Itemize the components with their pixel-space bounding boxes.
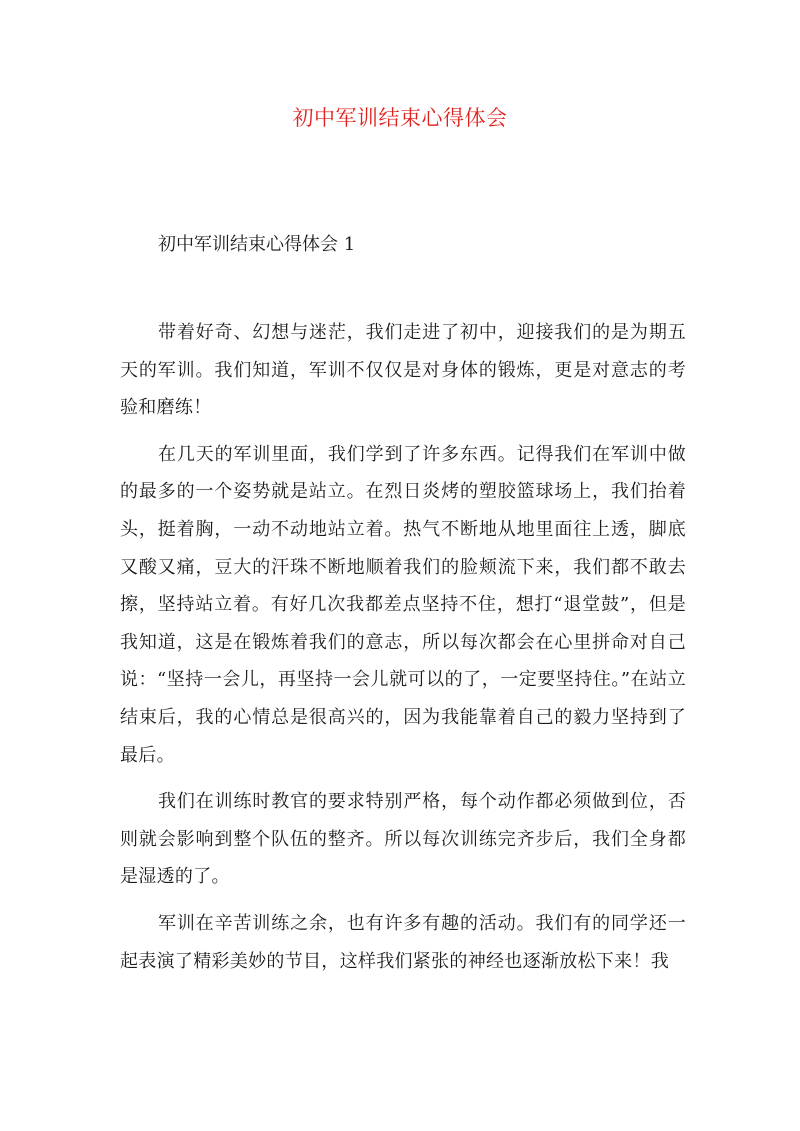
- paragraph-3: 我们在训练时教官的要求特别严格，每个动作都必须做到位，否则就会影响到整个队伍的整齐。所以每次训练完齐步后，我们全身都是湿透的了。: [120, 791, 686, 888]
- document-title: 初中军训结束心得体会: [292, 106, 508, 130]
- paragraph-1: 带着好奇、幻想与迷茫，我们走进了初中，迎接我们的是为期五天的军训。我们知道，军训不仅仅是对身体的锻炼，更是对意志的考验和磨练！: [120, 322, 686, 419]
- paragraph-2: 在几天的军训里面，我们学到了许多东西。记得我们在军训中做的最多的一个姿势就是站立。在烈日炎烤的塑胶篮球场上，我们抬着头，挺着胸，一动不动地站立着。热气不断地从地里面往上透，脚底又酸又痛，豆大的汗珠不断地顺着我们的脸颊流下来，我们都不敢去擦，坚持站立着。有好几次我都差点坚持不住，想打“退堂鼓”，但是我知道，这是在锻炼着我们的意志，所以每次都会在心里拼命对自己说：“坚持一会儿，再坚持一会儿就可以的了，一定要坚持住。”在站立结束后，我的心情总是很高兴的，因为我能靠着自己的毅力坚持到了最后。: [120, 443, 686, 766]
- document-body: [120, 314, 686, 989]
- section-heading: 初中军训结束心得体会 1: [158, 234, 356, 255]
- paragraph-4: 军训在辛苦训练之余，也有许多有趣的活动。我们有的同学还一起表演了精彩美妙的节目，这样我们紧张的神经也逐渐放松下来！我: [120, 912, 686, 972]
